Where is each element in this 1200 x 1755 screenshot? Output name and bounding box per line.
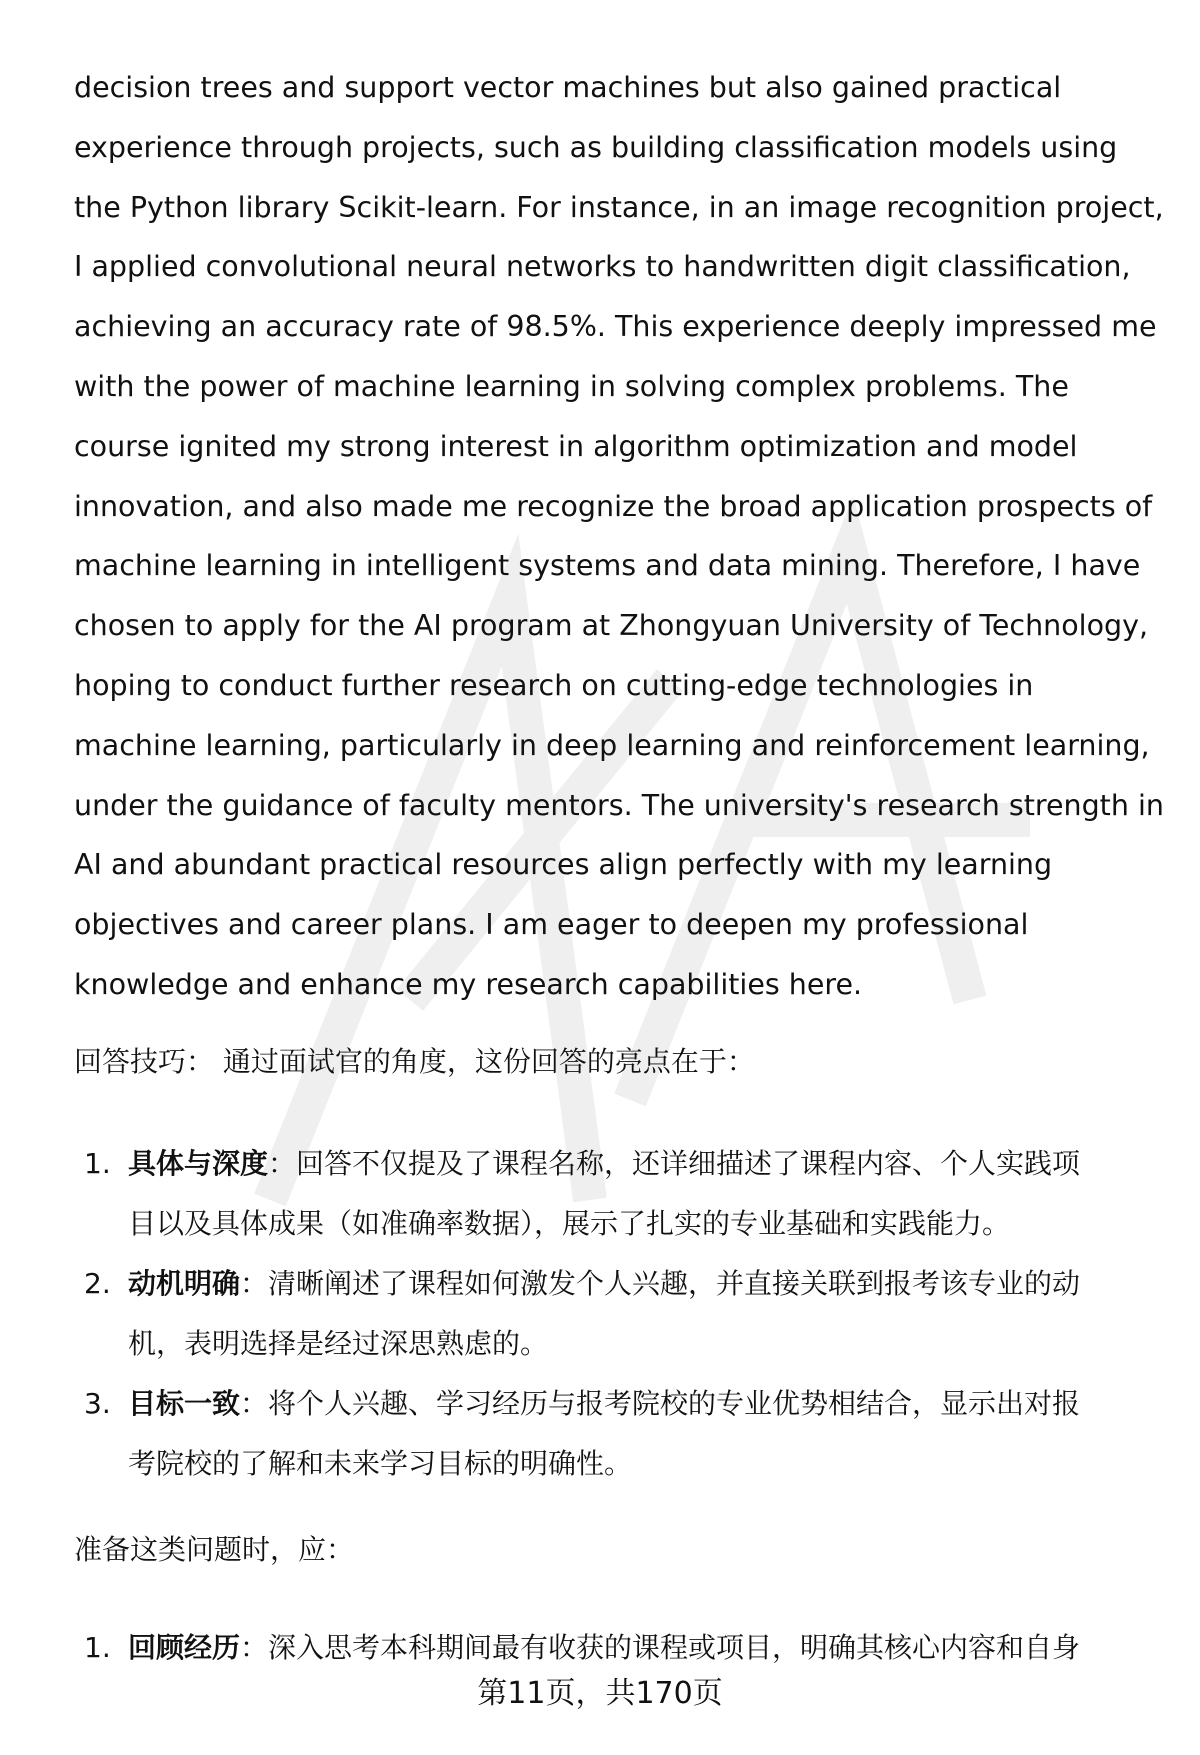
list-number: 1. [84,1147,111,1180]
paragraph-line: experience through projects, such as building classification models using [74,130,1118,164]
item-title: 目标一致 [128,1387,241,1420]
list-number: 3. [84,1387,111,1420]
item-text-cont: 机，表明选择是经过深思熟虑的。 [128,1327,549,1360]
list-item [74,1374,1174,1494]
item-text-cont: 考院校的了解和未来学习目标的明确性。 [128,1447,633,1480]
answer-paragraph [74,58,1164,1015]
paragraph-line: with the power of machine learning in solving complex problems. The [74,369,1069,403]
paragraph-line: decision trees and support vector machines but also gained practical [74,71,1062,104]
tips-intro: 回答技巧： 通过面试官的角度，这份回答的亮点在于： [74,1045,755,1078]
page-footer: 第11页，共170页 [0,1672,1200,1716]
item-text: ：将个人兴趣、学习经历与报考院校的专业优势相结合，显示出对报 [240,1387,1081,1420]
item-text: ：深入思考本科期间最有收获的课程或项目，明确其核心内容和自身 [240,1631,1081,1664]
list-number: 1. [84,1631,111,1664]
tips-list [74,1134,1174,1494]
paragraph-line: achieving an accuracy rate of 98.5%. This experience deeply impressed me [74,310,1157,344]
paragraph-line: under the guidance of faculty mentors. The university's research strength in [74,788,1164,822]
paragraph-line: AI and abundant practical resources align perfectly with my learning [74,848,1053,882]
list-item [74,1134,1174,1254]
paragraph-line: machine learning in intelligent systems and data mining. Therefore, I have [74,549,1141,583]
paragraph-line: machine learning, particularly in deep learning and reinforcement learning, [74,728,1150,762]
paragraph-line: I applied convolutional neural networks to handwritten digit classification, [74,250,1131,284]
paragraph-line: innovation, and also made me recognize the broad application prospects of [74,489,1153,523]
item-text: ：回答不仅提及了课程名称，还详细描述了课程内容、个人实践项 [268,1147,1081,1180]
item-text-cont: 目以及具体成果（如准确率数据），展示了扎实的专业基础和实践能力。 [128,1207,1011,1240]
list-item [74,1618,1174,1678]
list-item [74,1254,1174,1374]
item-text: ：清晰阐述了课程如何激发个人兴趣，并直接关联到报考该专业的动 [240,1267,1081,1300]
prep-intro: 准备这类问题时，应： [74,1533,355,1566]
paragraph-line: knowledge and enhance my research capabilities here. [74,967,863,1001]
paragraph-line: course ignited my strong interest in algorithm optimization and model [74,429,1078,463]
paragraph-line: hoping to conduct further research on cutting-edge technologies in [74,668,1034,702]
paragraph-line: objectives and career plans. I am eager to deepen my professional [74,908,1029,942]
item-title: 回顾经历 [128,1631,241,1664]
prep-list [74,1618,1174,1678]
paragraph-line: the Python library Scikit-learn. For instance, in an image recognition project, [74,190,1164,224]
paragraph-line: chosen to apply for the AI program at Zhongyuan University of Technology, [74,609,1149,643]
list-number: 2. [84,1267,111,1300]
item-title: 具体与深度 [128,1147,269,1180]
item-title: 动机明确 [128,1267,241,1300]
